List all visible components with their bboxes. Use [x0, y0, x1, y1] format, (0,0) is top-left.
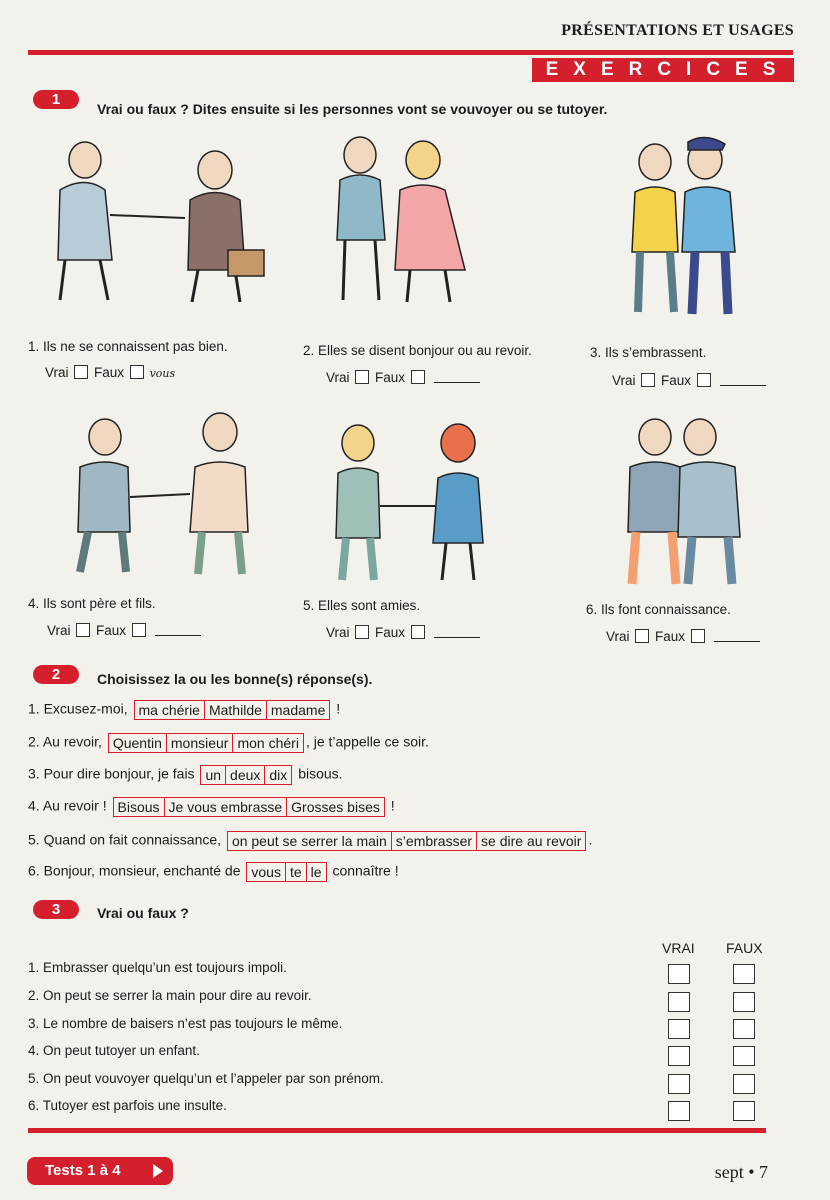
ex1-item-4-faux-checkbox[interactable] — [132, 623, 146, 637]
illustration-couple-kissing — [600, 132, 785, 327]
ex1-item-3-blank[interactable] — [720, 373, 766, 386]
illustration-two-men-handshake — [30, 130, 270, 310]
ex1-item-4-vrai-checkbox[interactable] — [76, 623, 90, 637]
section-title: PRÉSENTATIONS ET USAGES — [561, 22, 794, 39]
ex2-option[interactable]: s’embrasser — [392, 832, 477, 850]
ex3-item-4: 4. On peut tutoyer un enfant. — [28, 1043, 200, 1058]
ex1-item-1-handwritten-note: vous — [149, 367, 176, 380]
ex3-item-3-faux-checkbox[interactable] — [733, 1019, 755, 1039]
ex2-option[interactable]: deux — [226, 766, 265, 784]
bottom-red-rule — [28, 1128, 766, 1133]
ex1-item-2-faux-checkbox[interactable] — [411, 370, 425, 384]
ex3-item-6-faux-checkbox[interactable] — [733, 1101, 755, 1121]
ex1-item-1-text: 1. Ils ne se connaissent pas bien. — [28, 339, 228, 354]
ex1-item-5-answer: Vrai Faux — [326, 625, 480, 640]
exercise-1-number: 1 — [33, 90, 79, 109]
ex3-item-3: 3. Le nombre de baisers n’est pas toujours le même. — [28, 1016, 343, 1031]
ex2-option[interactable]: le — [310, 864, 322, 880]
ex3-item-6: 6. Tutoyer est parfois une insulte. — [28, 1098, 227, 1113]
ex1-item-4-blank[interactable] — [155, 623, 201, 636]
ex2-item-4: 4. Au revoir ! Bisous Je vous embrasse Grosses bises ! — [28, 797, 395, 815]
ex2-option[interactable]: ma chérie — [135, 701, 205, 719]
ex1-item-5-faux-checkbox[interactable] — [411, 625, 425, 639]
ex1-item-1-answer: Vrai Faux vous — [45, 365, 176, 380]
ex3-item-3-vrai-checkbox[interactable] — [668, 1019, 690, 1039]
ex2-item-1-options — [134, 700, 331, 720]
ex3-item-2-faux-checkbox[interactable] — [733, 992, 755, 1012]
ex2-item-6-options — [246, 862, 326, 882]
ex2-option[interactable]: Grosses bises — [291, 799, 380, 815]
ex1-item-2-vrai-checkbox[interactable] — [355, 370, 369, 384]
illustration-two-women-kissing-cheeks — [305, 130, 515, 310]
ex3-item-1-faux-checkbox[interactable] — [733, 964, 755, 984]
ex1-item-6-text: 6. Ils font connaissance. — [586, 602, 731, 617]
ex2-option[interactable]: te — [286, 863, 307, 881]
ex3-item-4-faux-checkbox[interactable] — [733, 1046, 755, 1066]
ex2-item-4-options — [113, 797, 385, 817]
ex1-item-5-vrai-checkbox[interactable] — [355, 625, 369, 639]
exercise-3-instruction: Vrai ou faux ? — [97, 905, 189, 921]
ex2-option[interactable]: vous — [247, 863, 286, 881]
ex2-option[interactable]: monsieur — [167, 734, 234, 752]
col-header-vrai: VRAI — [662, 940, 695, 956]
illustration-father-son-handshake — [30, 402, 260, 580]
play-arrow-icon — [153, 1164, 163, 1178]
ex3-item-4-vrai-checkbox[interactable] — [668, 1046, 690, 1066]
exercise-2-number: 2 — [33, 665, 79, 684]
ex2-option[interactable]: Mathilde — [205, 701, 267, 719]
ex1-item-5-blank[interactable] — [434, 625, 480, 638]
ex1-item-4-answer: Vrai Faux — [47, 623, 201, 638]
ex3-item-1: 1. Embrasser quelqu’un est toujours impoli. — [28, 960, 287, 975]
ex3-item-6-vrai-checkbox[interactable] — [668, 1101, 690, 1121]
ex1-item-3-faux-checkbox[interactable] — [697, 373, 711, 387]
ex2-option[interactable]: on peut se serrer la main — [228, 832, 392, 850]
ex1-item-6-vrai-checkbox[interactable] — [635, 629, 649, 643]
ex3-item-2: 2. On peut se serrer la main pour dire au revoir. — [28, 988, 312, 1003]
tests-button-label: Tests 1 à 4 — [45, 1162, 121, 1179]
ex2-item-3: 3. Pour dire bonjour, je fais un deux dix bisous. — [28, 765, 343, 783]
ex2-item-2-options — [108, 733, 304, 753]
ex1-item-6-blank[interactable] — [714, 629, 760, 642]
ex2-item-5: 5. Quand on fait connaissance, on peut se serrer la main s’embrasser se dire au revoir . — [28, 831, 593, 849]
exercise-2-instruction: Choisissez la ou les bonne(s) réponse(s). — [97, 671, 373, 687]
ex2-option[interactable]: Bisous — [114, 798, 165, 816]
ex2-item-1: 1. Excusez-moi, ma chérie Mathilde madame ! — [28, 700, 341, 718]
ex3-item-5: 5. On peut vouvoyer quelqu’un et l’appeler par son prénom. — [28, 1071, 384, 1086]
col-header-faux: FAUX — [726, 940, 763, 956]
ex1-item-4-text: 4. Ils sont père et fils. — [28, 596, 156, 611]
ex2-option[interactable]: madame — [270, 702, 326, 718]
ex1-item-6-answer: Vrai Faux — [606, 629, 760, 644]
ex2-option[interactable]: dix — [269, 767, 288, 783]
ex3-item-5-faux-checkbox[interactable] — [733, 1074, 755, 1094]
ex2-option[interactable]: Quentin — [109, 734, 167, 752]
exercise-1-instruction: Vrai ou faux ? Dites ensuite si les personnes vont se vouvoyer ou se tutoyer. — [97, 101, 608, 117]
exercices-banner: EXERCICES — [532, 58, 794, 82]
page-number: sept • 7 — [714, 1162, 768, 1182]
ex2-option[interactable]: mon chéri — [237, 735, 299, 751]
ex2-option[interactable]: un — [201, 766, 226, 784]
ex1-item-5-text: 5. Elles sont amies. — [303, 598, 421, 613]
ex2-option[interactable]: Je vous embrasse — [165, 798, 288, 816]
illustration-two-women-handshake — [318, 418, 518, 588]
ex2-item-2: 2. Au revoir, Quentin monsieur mon chéri , je t’appelle ce soir. — [28, 733, 429, 751]
ex1-item-2-answer: Vrai Faux — [326, 370, 480, 385]
ex3-item-5-vrai-checkbox[interactable] — [668, 1074, 690, 1094]
ex3-item-2-vrai-checkbox[interactable] — [668, 992, 690, 1012]
ex2-item-6: 6. Bonjour, monsieur, enchanté de vous te le connaître ! — [28, 862, 399, 880]
ex1-item-1-faux-checkbox[interactable] — [130, 365, 144, 379]
ex2-item-3-options — [200, 765, 292, 785]
ex1-item-3-text: 3. Ils s’embrassent. — [590, 345, 707, 360]
ex1-item-2-blank[interactable] — [434, 370, 480, 383]
ex3-item-1-vrai-checkbox[interactable] — [668, 964, 690, 984]
tests-button[interactable] — [27, 1157, 173, 1185]
exercise-3-number: 3 — [33, 900, 79, 919]
ex2-item-5-options — [227, 831, 587, 851]
ex1-item-3-answer: Vrai Faux — [612, 373, 766, 388]
ex1-item-1-vrai-checkbox[interactable] — [74, 365, 88, 379]
illustration-two-men-kissing-cheeks — [600, 402, 775, 592]
ex1-item-2-text: 2. Elles se disent bonjour ou au revoir. — [303, 343, 532, 358]
ex1-item-6-faux-checkbox[interactable] — [691, 629, 705, 643]
ex2-option[interactable]: se dire au revoir — [481, 833, 582, 849]
ex1-item-3-vrai-checkbox[interactable] — [641, 373, 655, 387]
top-red-rule — [28, 50, 793, 55]
